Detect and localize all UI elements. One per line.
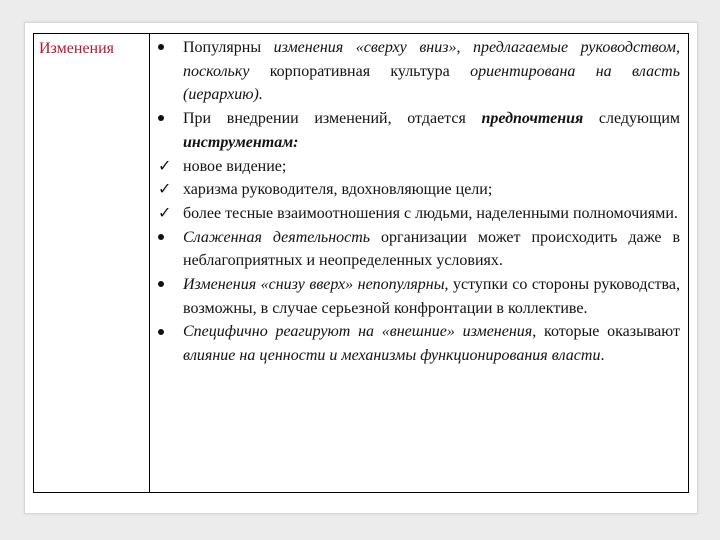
checkmark-icon: ✓	[158, 181, 172, 199]
item-text: корпоративная культура	[269, 62, 471, 80]
list-item	[156, 273, 680, 320]
list-item	[156, 320, 680, 367]
slide	[24, 22, 698, 514]
checkmark-icon: ✓	[158, 157, 172, 175]
bullet-icon	[158, 36, 174, 60]
bullet-icon	[158, 273, 174, 297]
bullet-list	[156, 36, 680, 368]
checkmark-icon: ✓	[158, 204, 172, 222]
item-text: .	[600, 347, 605, 365]
item-text: более тесные взаимоотношения с людьми, наделенными полномочиями.	[183, 204, 678, 222]
list-item	[156, 202, 680, 226]
content-table	[33, 33, 689, 493]
item-text: Популярны	[183, 39, 274, 56]
label-cell	[34, 34, 150, 492]
item-text: , которые оказывают	[532, 323, 681, 341]
item-text: ,	[456, 39, 474, 56]
item-text: харизма руководителя, вдохновляющие цели;	[183, 181, 493, 199]
list-item	[156, 36, 680, 107]
bullet-icon	[158, 226, 174, 250]
list-item	[156, 178, 680, 202]
item-text: предпочтения	[481, 110, 584, 128]
item-text: При внедрении изменений, отдается	[183, 110, 482, 128]
bullet-icon	[158, 320, 174, 344]
item-text: изменения «сверху вниз»	[273, 39, 457, 56]
list-item	[156, 226, 680, 273]
row-label: Изменения	[39, 40, 115, 57]
bullet-icon	[158, 107, 174, 131]
item-text: , уступки со стороны руководства, возможны, в случае серьезной конфронтации в коллективе.	[183, 276, 680, 317]
item-text: ориентирована на власть (иерархию).	[183, 62, 681, 104]
list-item	[156, 107, 680, 154]
item-text: Слаженная деятельность	[183, 228, 371, 246]
item-text: следующим	[583, 110, 680, 128]
item-text: организации может происходить даже в неблагоприятных и неопределенных условиях.	[183, 228, 680, 270]
item-text: предлагаемые руководством, поскольку	[183, 39, 681, 80]
item-text: Изменения «снизу вверх» непопулярны	[183, 276, 445, 294]
list-item	[156, 155, 680, 179]
content-cell	[150, 34, 688, 492]
item-text: влияние на ценности и механизмы функционирования власти	[183, 347, 601, 365]
item-text: Специфично реагируют на «внешние» изменения	[183, 323, 533, 341]
item-text: инструментам:	[183, 133, 299, 151]
item-text: новое видение;	[183, 157, 287, 175]
